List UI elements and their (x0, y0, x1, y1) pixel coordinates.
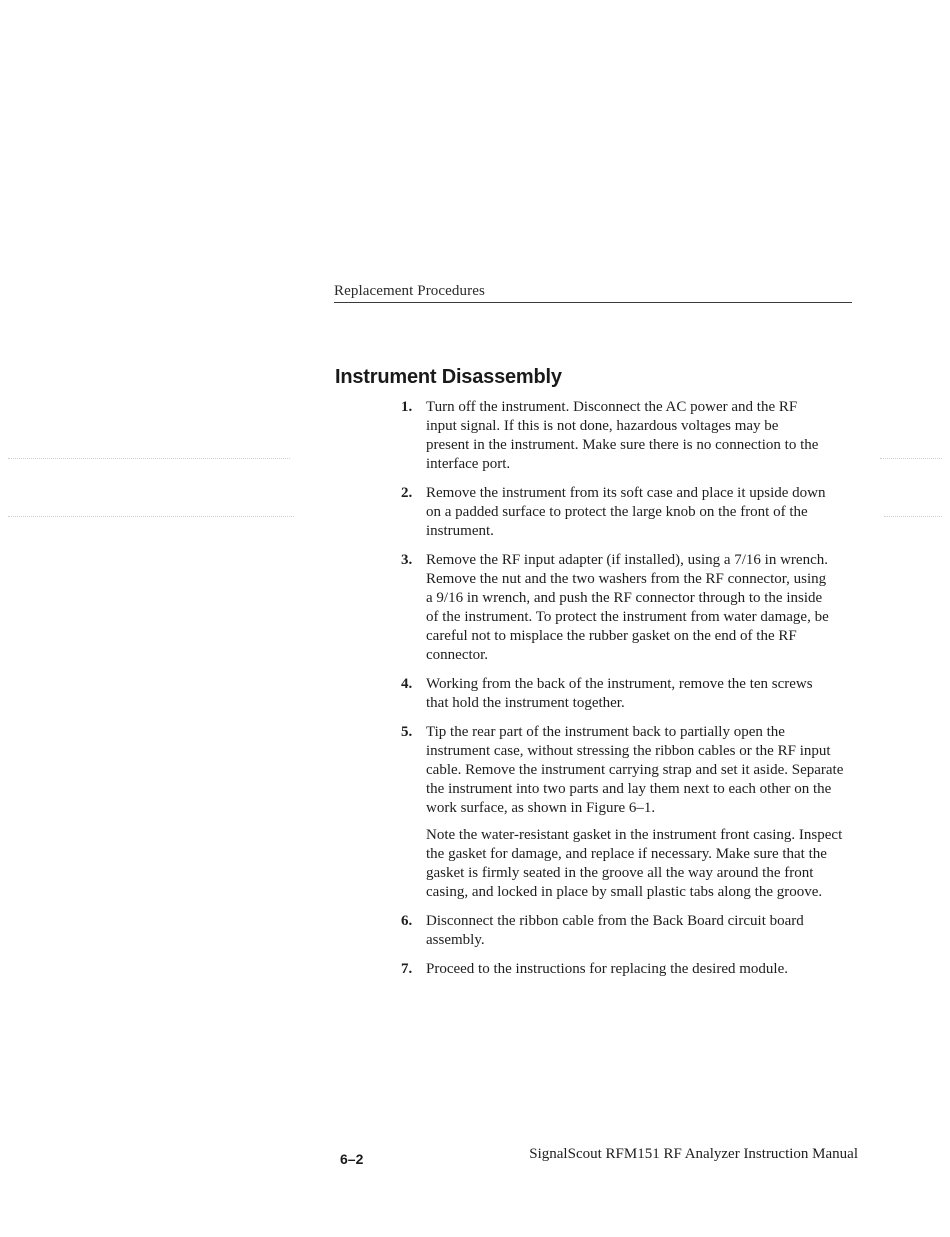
step-item (395, 723, 845, 902)
step-item (395, 484, 845, 541)
step-number: 5. (401, 724, 413, 740)
header-rule (334, 302, 852, 303)
step-item (395, 960, 845, 979)
running-head: Replacement Procedures (334, 283, 485, 299)
margin-scan-line (8, 458, 290, 459)
procedure-steps (395, 398, 845, 989)
step-number: 3. (401, 552, 413, 568)
step-text: Working from the back of the instrument, remove the ten screws that hold the instrument together. (426, 676, 813, 711)
step-text: Turn off the instrument. Disconnect the AC power and the RF input signal. If this is not done, hazardous voltages may be present in the instrument. Make sure there is no connection to the interface port. (426, 399, 819, 472)
step-text: Tip the rear part of the instrument back to partially open the instrument case, without stressing the ribbon cables or the RF input cable. Remove the instrument carrying strap and set it aside. Separate the instrument into two parts and lay them next to each other on the work surface, as shown in Figure 6–1. (426, 724, 844, 816)
step-text: Remove the instrument from its soft case and place it upside down on a padded surface to protect the large knob on the front of the instrument. (426, 485, 826, 539)
step-text: Disconnect the ribbon cable from the Back Board circuit board assembly. (426, 913, 804, 948)
step-item (395, 912, 845, 950)
margin-scan-line (880, 458, 942, 459)
manual-title: SignalScout RFM151 RF Analyzer Instruction Manual (529, 1146, 858, 1162)
step-number: 4. (401, 676, 413, 692)
step-number: 1. (401, 399, 413, 415)
page-number: 6–2 (340, 1151, 364, 1167)
margin-scan-line (8, 516, 294, 517)
step-item (395, 675, 845, 713)
step-text: Remove the RF input adapter (if installed), using a 7/16 in wrench. Remove the nut and the two washers from the RF connector, using a 9/16 in wrench, and push the RF connector through to the inside of the instrument. To protect the instrument from water damage, be careful not to misplace the rubber gasket on the end of the RF connector. (426, 552, 829, 663)
step-number: 6. (401, 913, 413, 929)
margin-scan-line (884, 516, 942, 517)
step-note: Note the water-resistant gasket in the instrument front casing. Inspect the gasket for damage, and replace if necessary. Make sure that the gasket is firmly seated in the groove all the way around the front casing, and locked in place by small plastic tabs along the groove. (426, 827, 843, 900)
step-text: Proceed to the instructions for replacing the desired module. (426, 961, 788, 977)
section-title: Instrument Disassembly (335, 366, 562, 388)
step-item (395, 551, 845, 665)
step-number: 2. (401, 485, 413, 501)
step-item (395, 398, 845, 474)
step-number: 7. (401, 961, 413, 977)
